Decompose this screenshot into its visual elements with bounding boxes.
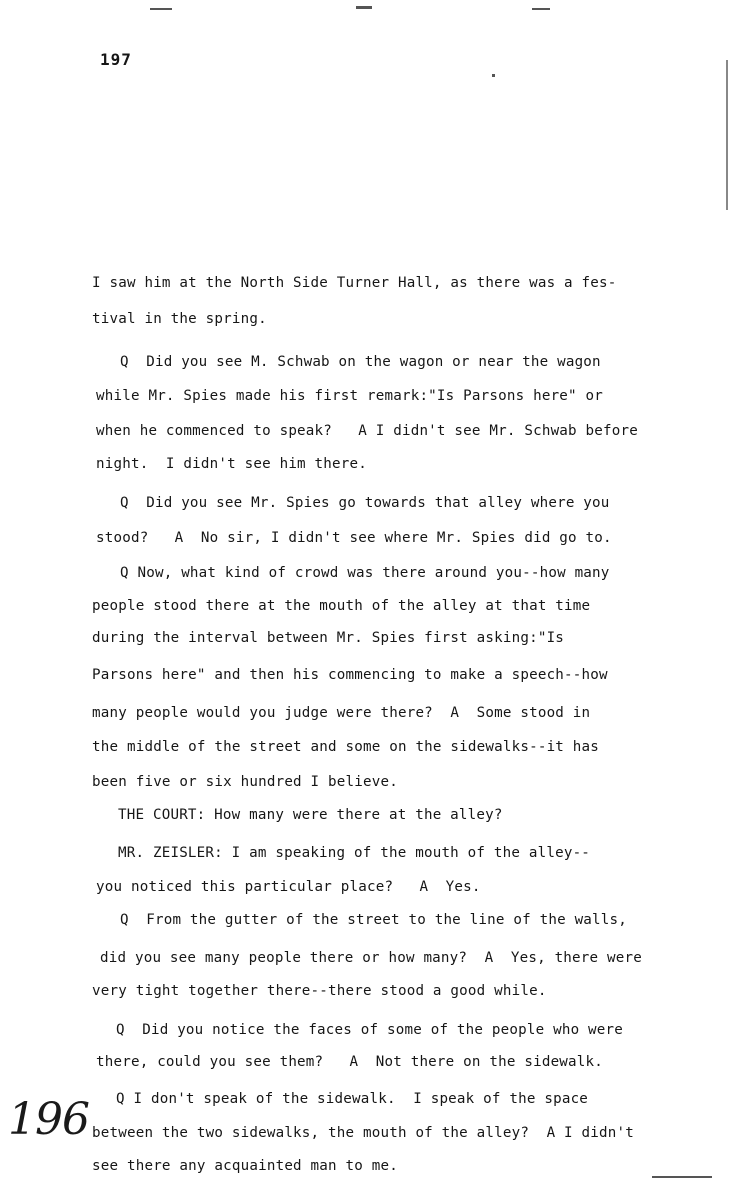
transcript-line: tival in the spring. [92,311,267,327]
transcript-line: MR. ZEISLER: I am speaking of the mouth of the alley-- [118,845,591,861]
scan-mark [532,8,550,10]
transcript-line: THE COURT: How many were there at the alley? [118,807,503,823]
transcript-line: Q Did you see M. Schwab on the wagon or near the wagon [120,354,601,370]
transcript-line: Q Now, what kind of crowd was there around you--how many [120,565,610,581]
transcript-line: Q Did you see Mr. Spies go towards that alley where you [120,495,610,511]
transcript-line: Q From the gutter of the street to the line of the walls, [120,912,628,928]
transcript-line: there, could you see them? A Not there on the sidewalk. [96,1054,604,1070]
scan-mark [652,1176,712,1178]
scan-mark [150,8,172,10]
transcript-line: many people would you judge were there? A Some stood in [92,705,591,721]
transcript-line: did you see many people there or how many? A Yes, there were [100,950,642,966]
transcript-line: Q Did you notice the faces of some of the people who were [116,1022,624,1038]
transcript-line: very tight together there--there stood a good while. [92,983,547,999]
scan-mark [726,60,728,210]
transcript-line: you noticed this particular place? A Yes. [96,879,481,895]
transcript-line: stood? A No sir, I didn't see where Mr. Spies did go to. [96,530,612,546]
transcript-line: while Mr. Spies made his first remark:"Is Parsons here" or [96,388,604,404]
page-number: 197 [100,50,132,69]
transcript-line: between the two sidewalks, the mouth of the alley? A I didn't [92,1125,634,1141]
transcript-line: when he commenced to speak? A I didn't see Mr. Schwab before [96,423,638,439]
transcript-line: during the interval between Mr. Spies first asking:"Is [92,630,565,646]
transcript-line: night. I didn't see him there. [96,456,367,472]
transcript-line: Parsons here" and then his commencing to make a speech--how [92,667,608,683]
transcript-line: see there any acquainted man to me. [92,1158,398,1174]
transcript-line: people stood there at the mouth of the alley at that time [92,598,591,614]
margin-note: 196 [8,1094,89,1145]
transcript-line: I saw him at the North Side Turner Hall, as there was a fes- [92,275,617,291]
transcript-line: been five or six hundred I believe. [92,774,398,790]
transcript-line: Q I don't speak of the sidewalk. I speak of the space [116,1091,589,1107]
transcript-line: the middle of the street and some on the sidewalks--it has [92,739,600,755]
scan-mark [356,6,372,9]
scan-mark [492,74,495,77]
